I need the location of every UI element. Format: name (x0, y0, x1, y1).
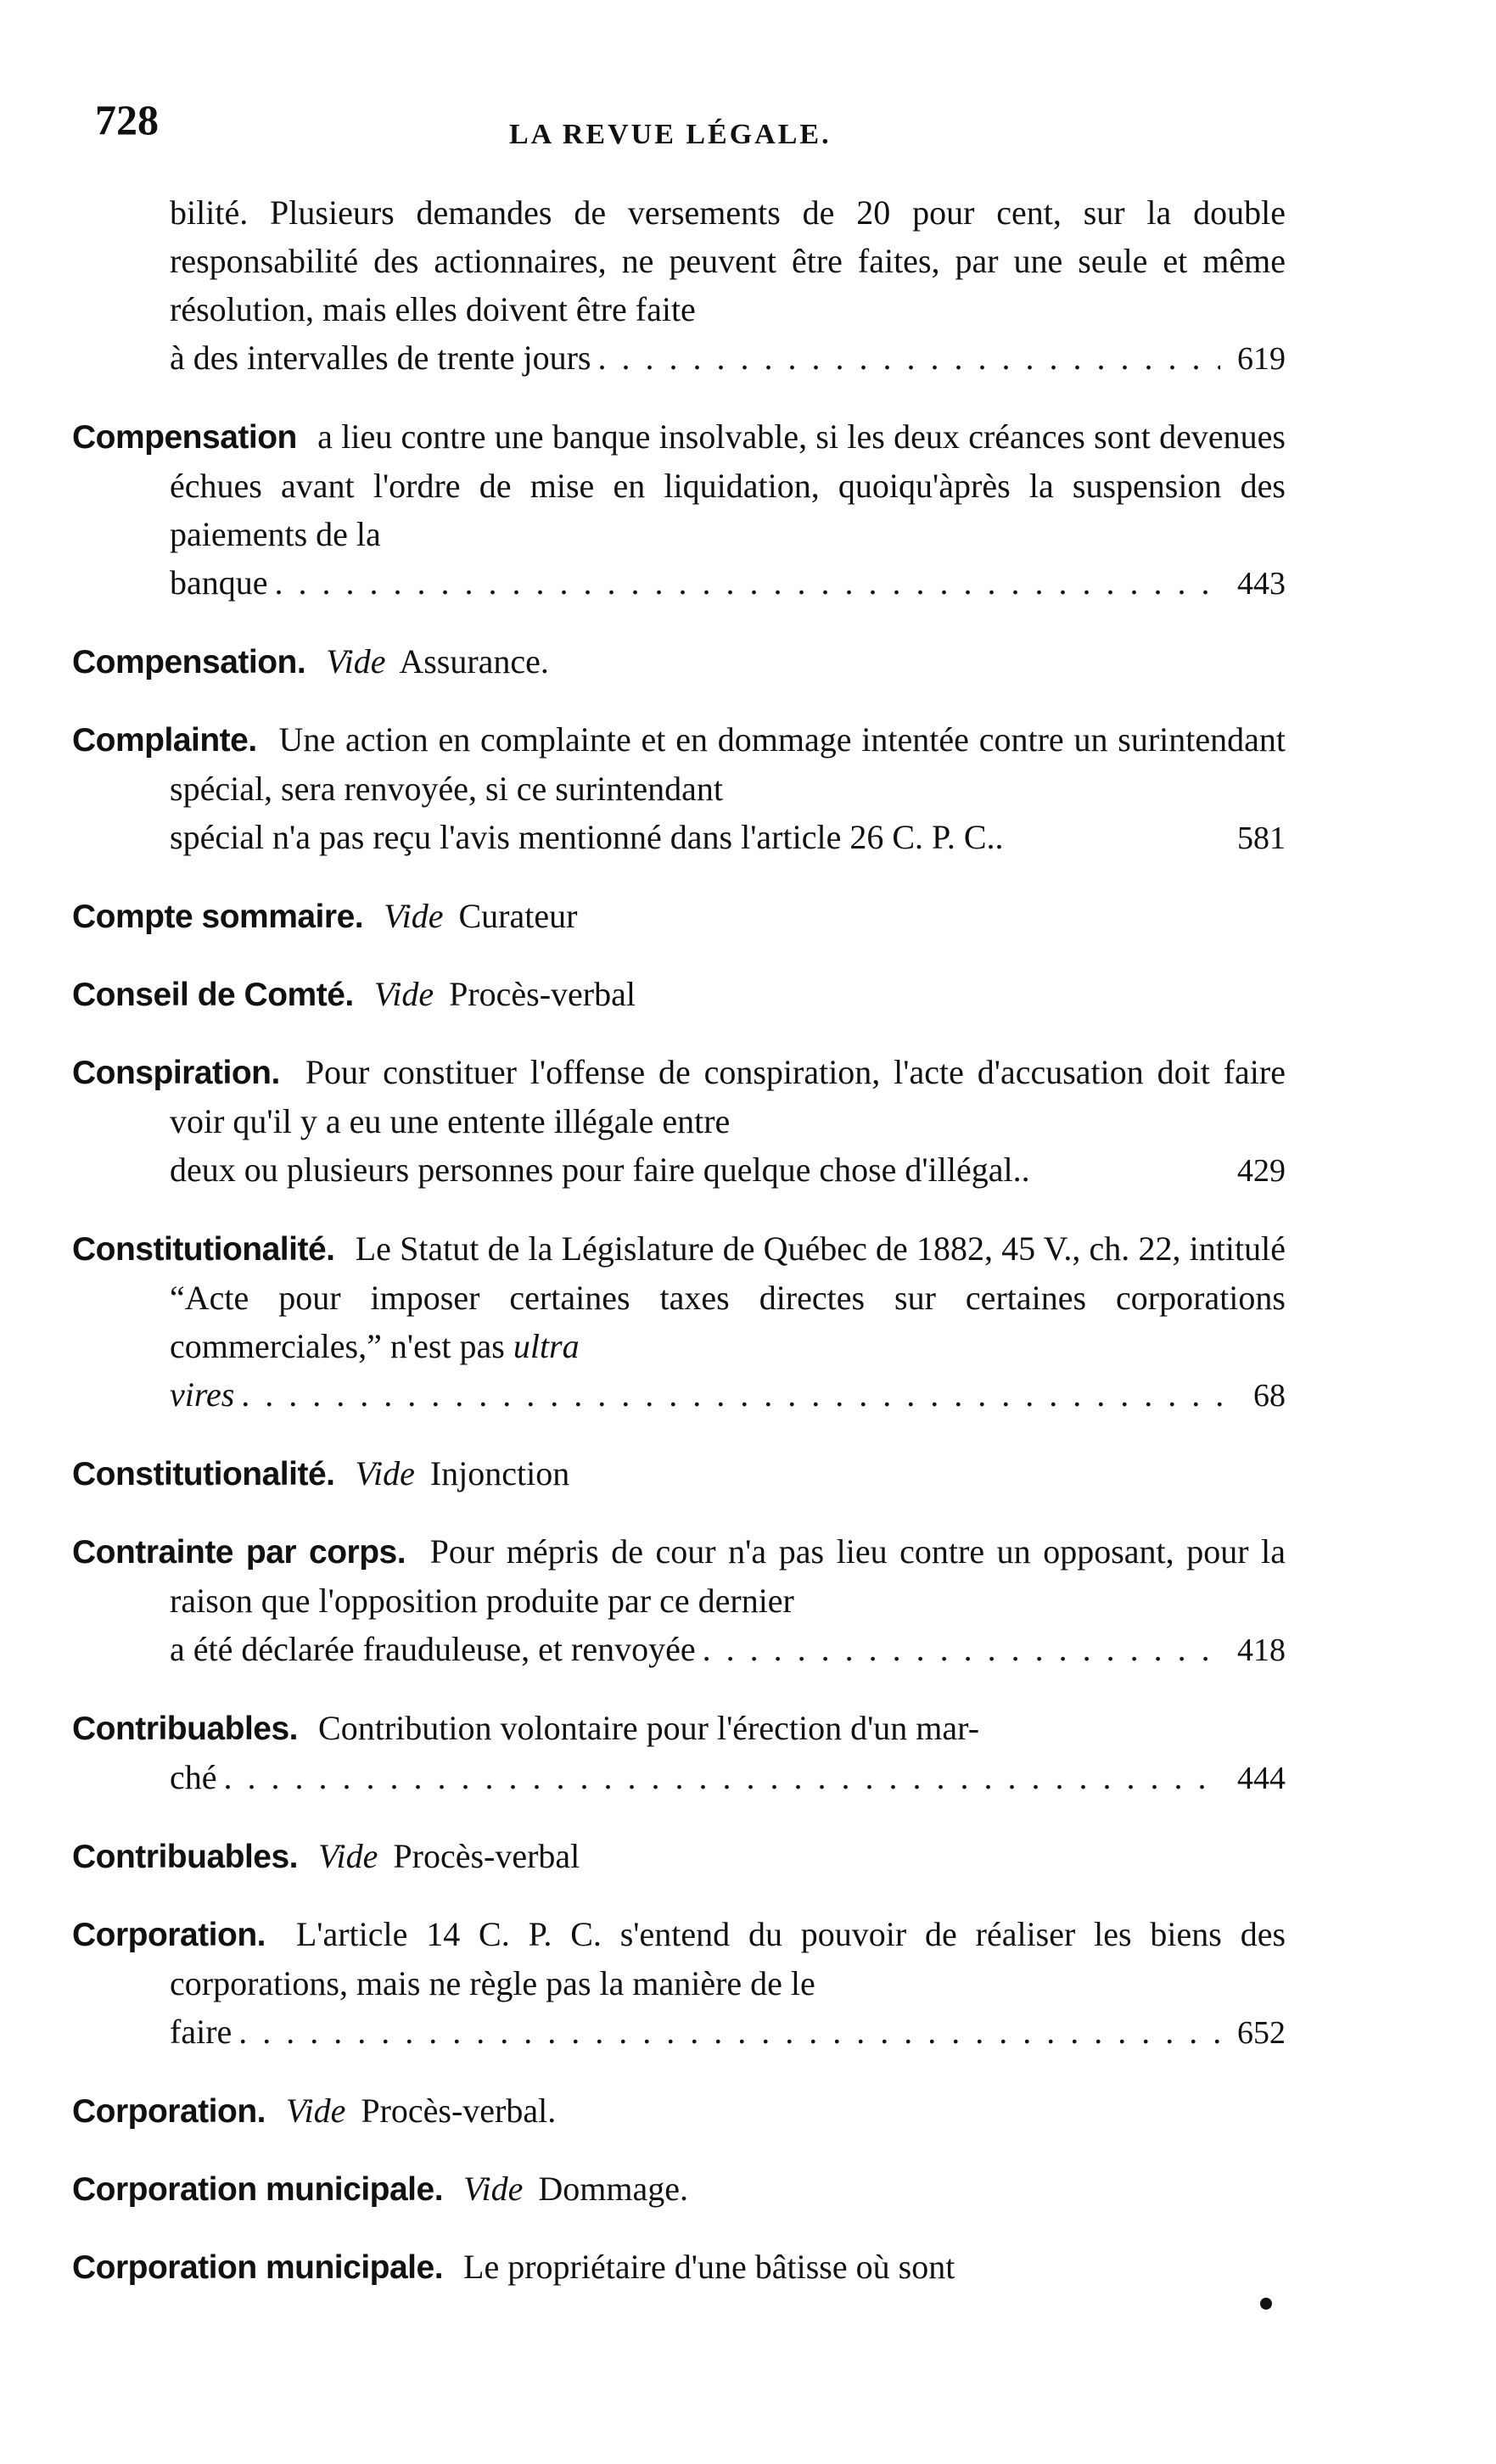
entry-text: L'article 14 C. P. C. s'entend du pouvoir de réaliser les biens des corporations, mais ne règle pas la manière de le (170, 1915, 1286, 2002)
leader-line (170, 558, 1286, 608)
cross-reference: Dommage. (538, 2170, 689, 2208)
dot-leader (238, 2008, 1220, 2056)
entry-text: bilité. Plusieurs demandes de versements de 20 pour cent, sur la double responsabilité des actionnaires, ne peuvent être faites, par une seule et même résolution, mais elles doivent être faite (170, 193, 1286, 328)
entry-text-end: faire (170, 2013, 233, 2051)
index-entry (72, 1048, 1286, 1196)
entry-heading: Constitutionalité. (72, 1231, 335, 1268)
vide-marker: Vide (285, 2092, 346, 2130)
index-entry (72, 2164, 1286, 2214)
entry-heading: Compensation. (72, 644, 306, 680)
entry-heading: Compensation (72, 419, 297, 456)
page-reference: 429 (1237, 1153, 1286, 1189)
page-reference: 444 (1237, 1761, 1286, 1796)
vide-marker: Vide (355, 1454, 415, 1492)
index-entry (72, 1224, 1286, 1420)
index-entry (72, 1704, 1286, 1803)
entry-heading: Corporation. (72, 1917, 266, 1953)
entry-heading: Corporation municipale. (72, 2249, 444, 2286)
dot-leader (275, 558, 1220, 607)
running-title: LA REVUE LÉGALE. (509, 119, 832, 150)
entry-text-end: deux ou plusieurs personnes pour faire quelque chose d'illégal.. (170, 1151, 1030, 1189)
entry-heading: Conseil de Comté. (72, 977, 354, 1013)
cross-reference: Procès-verbal. (361, 2092, 557, 2130)
entry-heading: Conspiration. (72, 1055, 280, 1091)
cross-reference: Assurance. (399, 642, 549, 680)
entry-heading: Contrainte par corps. (72, 1534, 406, 1571)
leader-line (170, 2008, 1286, 2058)
index-entry (72, 970, 1286, 1019)
entry-text: Le propriétaire d'une bâtisse où sont (463, 2248, 955, 2286)
leader-line (170, 1370, 1286, 1420)
leader-line (170, 1625, 1286, 1675)
page-reference: 443 (1237, 566, 1286, 602)
vide-marker: Vide (373, 975, 434, 1013)
vide-marker: Vide (326, 642, 386, 680)
entry-text: Pour mépris de cour n'a pas lieu contre un opposant, pour la raison que l'opposition produite par ce dernier (170, 1532, 1286, 1620)
entry-heading: Contribuables. (72, 1711, 299, 1747)
index-entry (72, 1910, 1286, 2058)
entry-heading: Complainte. (72, 722, 257, 759)
index-entry (72, 1527, 1286, 1675)
entry-text: Une action en complainte et en dommage intentée contre un surintendant spécial, sera renvoyée, si ce surintendant (170, 720, 1286, 808)
entry-text: Pour constituer l'offense de conspiration, l'acte d'accusation doit faire voir qu'il y a eu une entente illégale entre (170, 1053, 1286, 1140)
reference-line (170, 813, 1286, 863)
entry-heading: Constitutionalité. (72, 1456, 335, 1492)
entry-text: a lieu contre une banque insolvable, si les deux créances sont devenues échues avant l'ordre de mise en liquidation, quoiqu'àprès la suspension des paiements de la (170, 417, 1286, 553)
entry-text-italic: ultra (513, 1327, 580, 1365)
entry-heading: Corporation municipale. (72, 2171, 444, 2208)
entry-text: Contribution volontaire pour l'érection d'un mar- (318, 1709, 980, 1747)
index-entry (72, 715, 1286, 863)
dot-leader (224, 1753, 1220, 1801)
reference-line (170, 1145, 1286, 1196)
cross-reference: Procès-verbal (449, 975, 636, 1013)
entry-text-end: ché (170, 1758, 217, 1796)
page-number: 728 (95, 96, 159, 143)
index-entry-continuation (72, 188, 1286, 384)
page-reference: 418 (1237, 1632, 1286, 1668)
page-reference: 581 (1237, 820, 1286, 856)
index-entry (72, 1832, 1286, 1881)
index-entry (72, 1449, 1286, 1498)
entry-text-end: a été déclarée frauduleuse, et renvoyée (170, 1630, 696, 1668)
page-reference: 652 (1237, 2015, 1286, 2051)
entry-text: Le Statut de la Législature de Québec de 1882, 45 V., ch. 22, intitulé “Acte pour imposer certaines taxes directes sur certaines corporations commerciales,” n'est pas (170, 1229, 1286, 1365)
entry-text-end: à des intervalles de trente jours (170, 339, 591, 377)
vide-marker: Vide (463, 2170, 524, 2208)
index-entry (72, 892, 1286, 941)
leader-line (170, 333, 1286, 384)
cross-reference: Procès-verbal (393, 1837, 580, 1875)
dot-leader (703, 1625, 1220, 1673)
index-entry (72, 637, 1286, 686)
dot-leader (597, 333, 1220, 382)
entry-heading: Corporation. (72, 2093, 266, 2130)
index-entries (72, 188, 1286, 2321)
entry-heading: Contribuables. (72, 1839, 299, 1875)
dot-leader (241, 1370, 1236, 1419)
vide-marker: Vide (384, 897, 444, 935)
page-reference: 68 (1253, 1378, 1286, 1414)
leader-line (170, 1753, 1286, 1803)
entry-text-end: spécial n'a pas reçu l'avis mentionné dans l'article 26 C. P. C.. (170, 818, 1004, 856)
index-entry (72, 2086, 1286, 2136)
cross-reference: Curateur (458, 897, 578, 935)
entry-heading: Compte sommaire. (72, 899, 364, 935)
ink-mark (1260, 2298, 1272, 2310)
index-entry (72, 2243, 1286, 2292)
index-entry (72, 412, 1286, 608)
entry-text-end: vires (170, 1375, 235, 1414)
entry-text-end: banque (170, 563, 268, 602)
vide-marker: Vide (318, 1837, 378, 1875)
page-reference: 619 (1237, 341, 1286, 377)
cross-reference: Injonction (429, 1454, 570, 1492)
